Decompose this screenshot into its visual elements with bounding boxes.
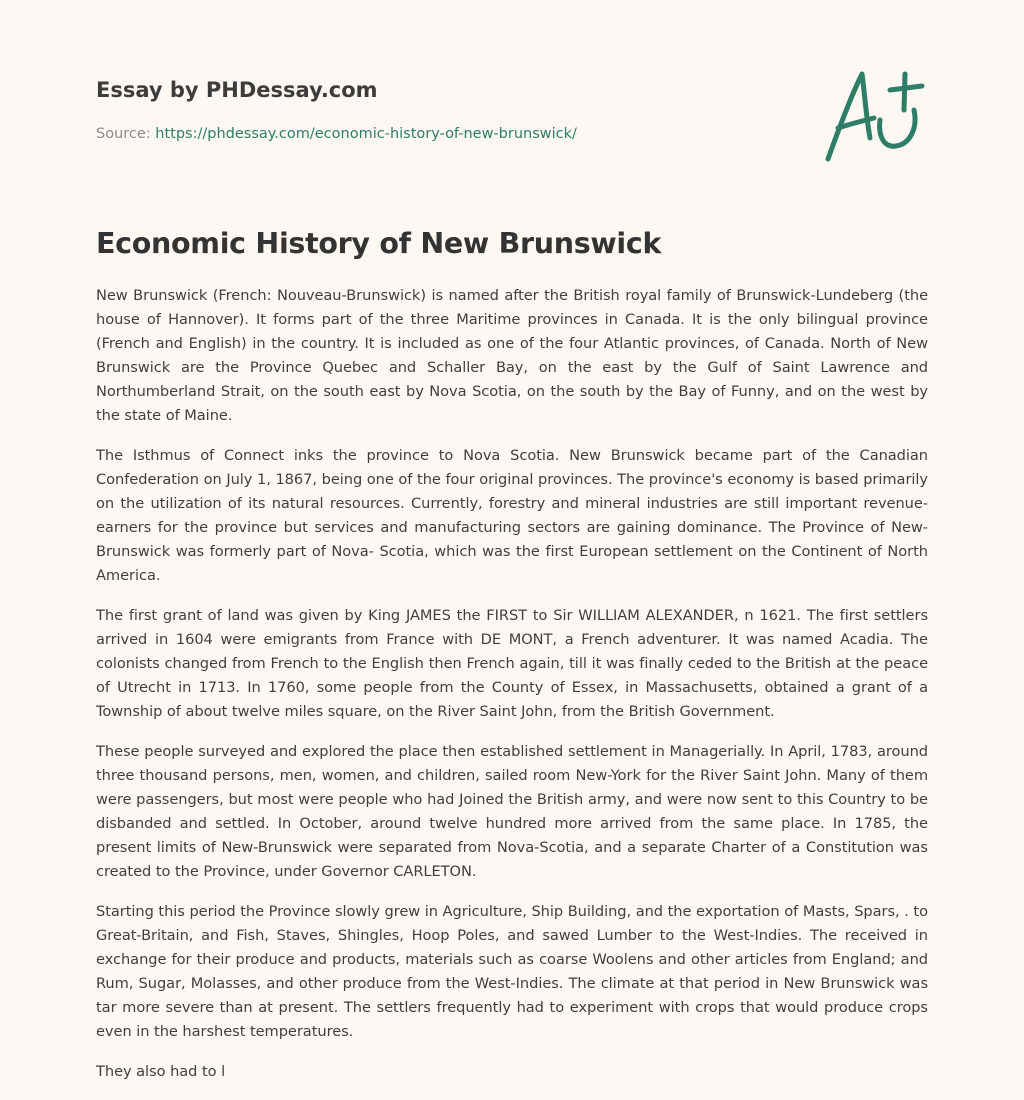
page-header bbox=[96, 76, 926, 144]
source-link[interactable]: https://phdessay.com/economic-history-of-new-brunswick/ bbox=[155, 126, 577, 142]
source-line bbox=[96, 124, 926, 144]
essay-body bbox=[96, 284, 928, 1100]
a-plus-grade-icon bbox=[818, 66, 930, 166]
source-label: Source: bbox=[96, 126, 156, 142]
essay-paragraph: The first grant of land was given by King JAMES the FIRST to Sir WILLIAM ALEXANDER, n 1621. The first settlers arrived in 1604 were emigrants from France with DE MONT, a French adventurer. It was named Acadia. The colonists changed from French to the English then French again, till it was finally ceded to the British at the peace of Utrecht in 1713. In 1760, some people from the County of Essex, in Massachusetts, obtained a grant of a Township of about twelve miles square, on the River Saint John, from the British Government. bbox=[96, 607, 928, 720]
essay-title: Economic History of New Brunswick bbox=[96, 227, 662, 260]
essay-paragraph: The Isthmus of Connect inks the province to Nova Scotia. New Brunswick became part of the Canadian Confederation on July 1, 1867, being one of the four original provinces. The province's economy is based primarily on the utilization of its natural resources. Currently, forestry and mineral industries are still important revenue-earners for the province but services and manufacturing sectors are gaining dominance. The Province of New-Brunswick was formerly part of Nova- Scotia, which was the first European settlement on the Continent of North America. bbox=[96, 447, 928, 584]
essay-paragraph: New Brunswick (French: Nouveau-Brunswick) is named after the British royal family of Brunswick-Lundeberg (the house of Hannover). It forms part of the three Maritime provinces in Canada. It is the only bilingual province (French and English) in the country. It is included as one of the four Atlantic provinces, of Canada. North of New Brunswick are the Province Quebec and Schaller Bay, on the east by the Gulf of Saint Lawrence and Northumberland Strait, on the south east by Nova Scotia, on the south by the Bay of Funny, and on the west by the state of Maine. bbox=[96, 287, 928, 424]
essay-paragraph: They also had to l bbox=[96, 1063, 226, 1080]
site-brand: Essay by PHDessay.com bbox=[96, 78, 378, 102]
essay-paragraph: Starting this period the Province slowly grew in Agriculture, Ship Building, and the exportation of Masts, Spars, . to Great-Britain, and Fish, Staves, Shingles, Hoop Poles, and sawed Lumber to the West-Indies. The received in exchange for their produce and products, materials such as coarse Woolens and other articles from England; and Rum, Sugar, Molasses, and other produce from the West-Indies. The climate at that period in New Brunswick was tar more severe than at present. The settlers frequently had to experiment with crops that would produce crops even in the harshest temperatures. bbox=[96, 903, 928, 1040]
essay-paragraph: These people surveyed and explored the place then established settlement in Managerially. In April, 1783, around three thousand persons, men, women, and children, sailed room New-York for the River Saint John. Many of them were passengers, but most were people who had Joined the British army, and were now sent to this Country to be disbanded and settled. In October, around twelve hundred more arrived from the same place. In 1785, the present limits of New-Brunswick were separated from Nova-Scotia, and a separate Charter of a Constitution was created to the Province, under Governor CARLETON. bbox=[96, 743, 928, 880]
